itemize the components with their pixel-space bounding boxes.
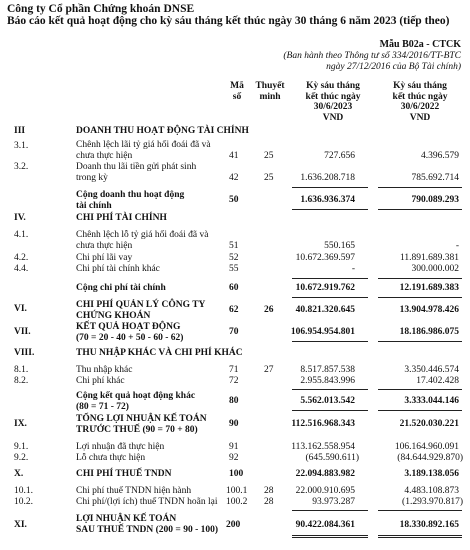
- row-index: 10.1.: [14, 486, 33, 496]
- subtotal-rule: [292, 410, 368, 411]
- row-index: 3.1.: [14, 141, 29, 151]
- row-current-value: 22.000.910.695: [295, 486, 355, 496]
- form-code: Mẫu B02a - CTCK: [379, 39, 461, 50]
- row-index: 8.1.: [14, 365, 29, 375]
- subtotal-rule: [378, 510, 462, 511]
- row-code: 80: [229, 396, 239, 406]
- row-code: 70: [229, 327, 239, 337]
- column-header-previous-period: Kỳ sáu tháng kết thúc ngày 30/6/2022 VND: [392, 81, 448, 123]
- row-current-value: 10.672.919.762: [295, 283, 355, 293]
- row-previous-value: 3.333.044.146: [404, 396, 459, 406]
- row-label: Cộng doanh thu hoạt động tài chính: [76, 190, 185, 211]
- row-previous-value: 17.402.428: [416, 376, 459, 386]
- subtotal-rule: [292, 341, 368, 342]
- section-title: DOANH THU HOẠT ĐỘNG TÀI CHÍNH: [76, 126, 249, 136]
- subtotal-rule: [292, 187, 368, 188]
- row-note: 25: [264, 173, 274, 183]
- row-previous-value: 12.191.689.383: [399, 283, 459, 293]
- total-rule: [378, 535, 462, 536]
- row-label: Lợi nhuận đã thực hiện: [76, 442, 165, 452]
- row-index: VII.: [14, 327, 31, 337]
- row-note: 25: [264, 151, 274, 161]
- row-current-value: 22.094.883.982: [295, 469, 355, 479]
- report-title: Báo cáo kết quả hoạt động cho kỳ sáu tháng kết thúc ngày 30 tháng 6 năm 2023 (tiếp theo): [7, 15, 450, 27]
- row-current-value: 8.517.857.538: [300, 365, 355, 375]
- row-code: 50: [229, 195, 239, 205]
- row-index: 8.2.: [14, 376, 29, 386]
- row-index: IV.: [14, 213, 26, 223]
- row-label: Chi phí khác: [76, 376, 125, 386]
- subtotal-rule: [378, 341, 462, 342]
- row-code: 60: [229, 283, 239, 293]
- subtotal-rule: [378, 278, 462, 279]
- row-label: Cộng kết quả hoạt động khác (80 = 71 - 72): [76, 391, 196, 412]
- row-previous-value: (84.644.929.870): [397, 453, 463, 463]
- row-index: 9.2.: [14, 453, 29, 463]
- row-code: 100: [229, 469, 244, 479]
- row-previous-value: 21.520.030.221: [399, 419, 459, 429]
- subtotal-rule: [292, 209, 368, 210]
- row-index: 9.1.: [14, 442, 29, 452]
- row-current-value: 10.672.369.597: [295, 253, 355, 263]
- total-rule: [378, 537, 462, 538]
- row-previous-value: 18.330.892.165: [399, 520, 459, 530]
- row-label: Chi phí/(lợi ích) thuế TNDN hoãn lại: [76, 497, 218, 507]
- column-header-note: Thuyết minh: [255, 81, 285, 102]
- row-note: 26: [264, 305, 274, 315]
- section-title: CHI PHÍ TÀI CHÍNH: [76, 213, 167, 223]
- row-label: Chênh lệch lỗ tỷ giá hối đoái đã và chưa thực hiện: [76, 230, 209, 251]
- row-code: 100.2: [226, 497, 248, 507]
- row-current-value: 1.636.208.718: [300, 173, 355, 183]
- row-previous-value: 13.904.978.426: [399, 305, 459, 315]
- row-label: CHI PHÍ QUẢN LÝ CÔNG TY CHỨNG KHOÁN: [76, 300, 206, 321]
- row-index: 3.2.: [14, 162, 29, 172]
- row-index: III: [14, 126, 26, 136]
- row-code: 92: [229, 453, 239, 463]
- row-label: Doanh thu lãi tiền gửi phát sinh trong kỳ: [76, 162, 197, 183]
- row-label: TỔNG LỢI NHUẬN KẾ TOÁN TRƯỚC THUẾ (90 = 70 + 80): [76, 414, 207, 435]
- row-note: 27: [264, 365, 274, 375]
- row-label: Chênh lệch lãi tỷ giá hối đoái đã và chưa thực hiện: [76, 140, 211, 161]
- total-rule: [292, 535, 368, 536]
- row-index: 4.2.: [14, 253, 29, 263]
- row-current-value: 90.422.084.361: [295, 520, 355, 530]
- total-rule: [292, 537, 368, 538]
- row-label: Chi phí lãi vay: [76, 253, 133, 263]
- row-label: Chi phí tài chính khác: [76, 264, 160, 274]
- row-previous-value: 106.164.960.091: [394, 442, 459, 452]
- row-current-value: 5.562.013.542: [300, 396, 355, 406]
- row-previous-value: 790.089.293: [411, 195, 459, 205]
- row-current-value: -: [351, 264, 355, 274]
- company-name: Công ty Cổ phần Chứng khoán DNSE: [7, 3, 195, 15]
- row-note: 28: [264, 486, 274, 496]
- row-label: Chi phí thuế TNDN hiện hành: [76, 486, 192, 496]
- row-previous-value: 300.000.002: [411, 264, 459, 274]
- subtotal-rule: [378, 410, 462, 411]
- row-index: IX.: [14, 419, 27, 429]
- row-current-value: 93.973.287: [312, 497, 355, 507]
- subtotal-rule: [378, 209, 462, 210]
- subtotal-rule: [378, 187, 462, 188]
- row-previous-value: 3.350.446.574: [404, 365, 459, 375]
- row-code: 55: [229, 264, 239, 274]
- row-index: XI.: [14, 520, 27, 530]
- row-previous-value: 18.186.986.075: [399, 327, 459, 337]
- row-current-value: 2.955.843.996: [300, 376, 355, 386]
- row-previous-value: (1.293.970.817): [402, 497, 463, 507]
- section-title: THU NHẬP KHÁC VÀ CHI PHÍ KHÁC: [76, 348, 243, 358]
- row-current-value: 113.162.558.954: [291, 442, 355, 452]
- row-code: 42: [229, 173, 239, 183]
- row-code: 91: [229, 442, 239, 452]
- row-current-value: 1.636.936.374: [300, 195, 355, 205]
- row-previous-value: 4.483.108.873: [404, 486, 459, 496]
- row-index: X.: [14, 469, 24, 479]
- subtotal-rule: [292, 389, 368, 390]
- row-previous-value: 11.891.689.381: [399, 253, 459, 263]
- row-current-value: 112.516.968.343: [291, 419, 355, 429]
- row-code: 41: [229, 151, 239, 161]
- row-previous-value: 3.189.138.056: [404, 469, 459, 479]
- subtotal-rule: [292, 278, 368, 279]
- row-index: 4.1.: [14, 230, 29, 240]
- row-label: Lỗ chưa thực hiện: [76, 453, 146, 463]
- row-previous-value: -: [455, 241, 459, 251]
- row-label: LỢI NHUẬN KẾ TOÁN SAU THUẾ TNDN (200 = 90 - 100): [76, 514, 219, 535]
- row-current-value: 106.954.954.801: [290, 327, 355, 337]
- row-label: Thu nhập khác: [76, 365, 133, 375]
- row-previous-value: 4.396.579: [421, 151, 459, 161]
- subtotal-rule: [378, 297, 462, 298]
- row-code: 71: [229, 365, 239, 375]
- row-code: 51: [229, 241, 239, 251]
- section-title: CHI PHÍ THUẾ TNDN: [76, 469, 172, 479]
- row-label: Cộng chi phí tài chính: [76, 283, 166, 293]
- row-previous-value: 785.692.714: [411, 173, 459, 183]
- regulation-note-line1: (Ban hành theo Thông tư số 334/2016/TT-BTC: [283, 51, 461, 61]
- row-code: 90: [229, 419, 239, 429]
- row-note: 28: [264, 497, 274, 507]
- row-current-value: 550.165: [324, 241, 355, 251]
- subtotal-rule: [378, 389, 462, 390]
- subtotal-rule: [292, 510, 368, 511]
- column-header-code: Mã số: [230, 81, 244, 102]
- row-code: 200: [226, 520, 241, 530]
- row-code: 100.1: [226, 486, 248, 496]
- regulation-note-line2: ngày 27/12/2016 của Bộ Tài chính): [326, 62, 461, 72]
- column-header-current-period: Kỳ sáu tháng kết thúc ngày 30/6/2023 VND: [305, 81, 361, 123]
- row-code: 72: [229, 376, 239, 386]
- row-current-value: 40.821.320.645: [295, 305, 355, 315]
- subtotal-rule: [292, 297, 368, 298]
- row-code: 52: [229, 253, 239, 263]
- row-current-value: (645.590.611): [305, 453, 359, 463]
- row-index: VIII.: [14, 348, 35, 358]
- row-index: 4.4.: [14, 264, 29, 274]
- row-code: 62: [229, 305, 239, 315]
- row-index: 10.2.: [14, 497, 33, 507]
- row-label: KẾT QUẢ HOẠT ĐỘNG (70 = 20 - 40 + 50 - 60 - 62): [76, 322, 184, 343]
- row-current-value: 727.656: [324, 151, 355, 161]
- row-index: VI.: [14, 304, 27, 314]
